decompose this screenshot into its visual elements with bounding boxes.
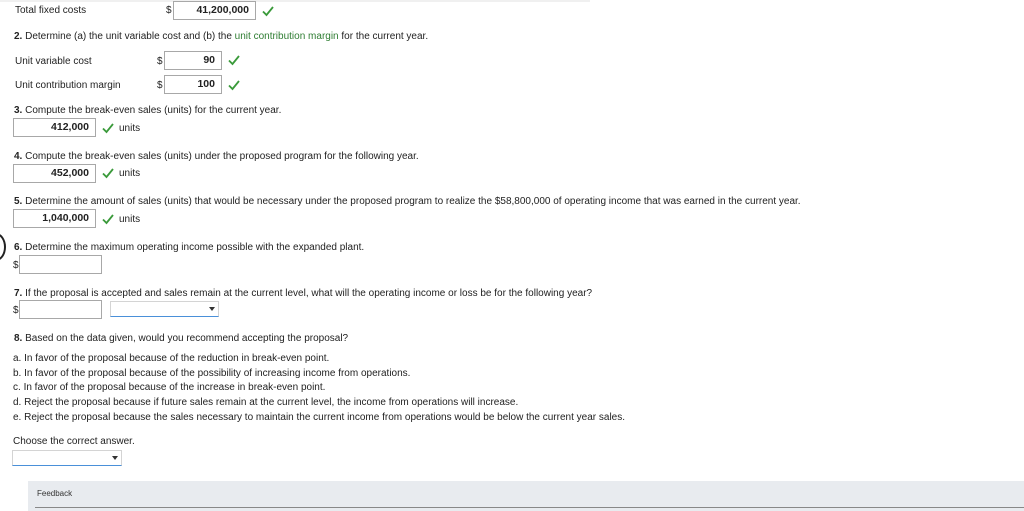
unit-variable-cost-label: Unit variable cost bbox=[15, 56, 92, 67]
option-letter: a. bbox=[13, 353, 22, 364]
unit-variable-cost-input[interactable]: 90 bbox=[164, 51, 222, 70]
feedback-panel bbox=[28, 481, 1024, 511]
option-text: In favor of the proposal because of the possibility of increasing income from operations. bbox=[24, 368, 411, 379]
option-letter: d. bbox=[13, 397, 22, 408]
total-fixed-costs-label: Total fixed costs bbox=[15, 5, 87, 16]
units-label: units bbox=[119, 123, 141, 134]
total-fixed-costs-input[interactable]: 41,200,000 bbox=[173, 1, 256, 20]
question-number: 4. bbox=[14, 151, 23, 162]
feedback-divider bbox=[35, 507, 1024, 508]
question-text: Compute the break-even sales (units) for the current year. bbox=[25, 105, 282, 116]
proposed-break-even-units-input[interactable]: 452,000 bbox=[13, 164, 96, 183]
option-letter: b. bbox=[13, 368, 22, 379]
question-6 bbox=[14, 242, 364, 253]
option-letter: e. bbox=[13, 412, 22, 423]
current-question-marker bbox=[0, 233, 6, 261]
question-text: Based on the data given, would you recommend accepting the proposal? bbox=[25, 333, 349, 344]
check-icon bbox=[102, 122, 114, 134]
option-e bbox=[13, 412, 625, 423]
question-text: If the proposal is accepted and sales remain at the current level, what will the operating income or loss be for the following year? bbox=[25, 288, 593, 299]
chevron-down-icon bbox=[112, 456, 118, 460]
check-icon bbox=[228, 54, 240, 66]
feedback-label[interactable]: Feedback bbox=[37, 489, 73, 498]
option-d bbox=[13, 397, 518, 408]
option-a bbox=[13, 353, 329, 364]
question-number: 2. bbox=[14, 31, 23, 42]
question-number: 6. bbox=[14, 242, 23, 253]
question-text: Determine the maximum operating income possible with the expanded plant. bbox=[25, 242, 365, 253]
unit-contribution-margin-label: Unit contribution margin bbox=[15, 80, 121, 91]
income-or-loss-select[interactable] bbox=[110, 301, 219, 317]
unit-contribution-margin-input[interactable]: 100 bbox=[164, 75, 222, 94]
option-b bbox=[13, 368, 410, 379]
question-3 bbox=[14, 105, 281, 116]
choose-answer-label: Choose the correct answer. bbox=[13, 436, 135, 447]
question-text: Compute the break-even sales (units) under the proposed program for the following year. bbox=[25, 151, 419, 162]
break-even-units-input[interactable]: 412,000 bbox=[13, 118, 96, 137]
top-divider bbox=[0, 0, 590, 2]
question-text-end: for the current year. bbox=[338, 31, 429, 42]
option-text: In favor of the proposal because of the increase in break-even point. bbox=[23, 382, 326, 393]
check-icon bbox=[102, 213, 114, 225]
question-number: 3. bbox=[14, 105, 23, 116]
question-number: 5. bbox=[14, 196, 23, 207]
currency-symbol: $ bbox=[157, 80, 163, 91]
unit-contribution-margin-link[interactable]: unit contribution margin bbox=[234, 31, 339, 42]
chevron-down-icon bbox=[209, 307, 215, 311]
option-c bbox=[13, 382, 325, 393]
answer-select[interactable] bbox=[12, 450, 122, 466]
question-4 bbox=[14, 151, 419, 162]
question-number: 7. bbox=[14, 288, 23, 299]
option-text: In favor of the proposal because of the reduction in break-even point. bbox=[24, 353, 330, 364]
check-icon bbox=[262, 5, 274, 17]
question-2 bbox=[14, 31, 428, 42]
currency-symbol: $ bbox=[13, 260, 19, 271]
question-text: Determine the amount of sales (units) that would be necessary under the proposed program to realize the $58,800,000 of operating income that was earned in the current year. bbox=[25, 196, 801, 207]
units-label: units bbox=[119, 214, 141, 225]
required-sales-units-input[interactable]: 1,040,000 bbox=[13, 209, 96, 228]
units-label: units bbox=[119, 168, 141, 179]
question-8 bbox=[14, 333, 348, 344]
check-icon bbox=[228, 79, 240, 91]
question-5 bbox=[14, 196, 801, 207]
currency-symbol: $ bbox=[157, 56, 163, 67]
option-text: Reject the proposal because if future sales remain at the current level, the income from operations will increase. bbox=[24, 397, 519, 408]
max-operating-income-input[interactable] bbox=[19, 255, 102, 274]
currency-symbol: $ bbox=[13, 305, 19, 316]
currency-symbol: $ bbox=[166, 5, 172, 16]
question-7 bbox=[14, 288, 592, 299]
check-icon bbox=[102, 167, 114, 179]
question-text: Determine (a) the unit variable cost and (b) the bbox=[25, 31, 235, 42]
operating-income-input[interactable] bbox=[19, 300, 102, 319]
question-number: 8. bbox=[14, 333, 23, 344]
option-letter: c. bbox=[13, 382, 21, 393]
option-text: Reject the proposal because the sales necessary to maintain the current income from operations would be below the current year sales. bbox=[24, 412, 626, 423]
